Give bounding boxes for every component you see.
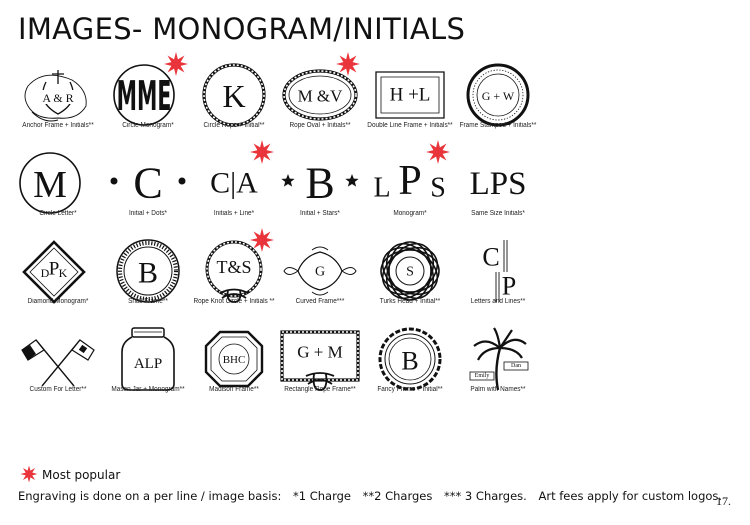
svg-text:T&S: T&S (216, 257, 252, 277)
item-caption: Turks Head + Initial** (379, 298, 441, 305)
item-caption: Curved Frame*** (295, 298, 345, 305)
item-caption: Rectangle Rope Frame** (284, 386, 356, 393)
svg-text:K: K (222, 78, 246, 114)
svg-text:G: G (314, 264, 326, 280)
circle-letter-icon (14, 150, 102, 216)
footer-note (18, 489, 730, 503)
item-caption: Initial + Dots* (128, 210, 168, 217)
legend-label: Most popular (42, 468, 121, 482)
frame-stamped-icon (454, 62, 542, 128)
item-caption: Letters and Lines** (470, 298, 526, 305)
item-caption: Mason Jar + Monogram** (111, 386, 185, 393)
madison-frame-icon (190, 326, 278, 392)
svg-text:L: L (373, 172, 391, 204)
most-popular-star-icon (162, 50, 190, 78)
svg-text:LPS: LPS (469, 166, 527, 202)
turks-head-icon (366, 238, 454, 304)
svg-text:B: B (305, 158, 335, 208)
svg-text:B: B (401, 346, 419, 376)
svg-text:P: P (501, 271, 517, 301)
fancy-frame-icon (366, 326, 454, 392)
svg-text:Dan: Dan (511, 363, 521, 369)
page-number: 17. (716, 494, 731, 508)
item-caption: Frame Stamped + Initials** (459, 122, 537, 129)
svg-text:H +L: H +L (389, 84, 431, 106)
anchor-frame-icon (14, 62, 102, 128)
svg-text:P: P (398, 158, 422, 204)
footer-charge-1: *1 Charge (292, 489, 351, 503)
item-caption: Snail Frame** (128, 298, 168, 305)
item-caption: Circle Monogram* (122, 122, 174, 129)
palm-tree-icon (454, 326, 542, 392)
item-caption: Monogram* (393, 210, 427, 217)
item-caption: Same Size Initials* (471, 210, 525, 217)
footer-intro: Engraving is done on a per line / image basis: (18, 489, 282, 503)
svg-text:ALP: ALP (133, 356, 163, 372)
item-caption: Fancy Frame + Initial** (377, 386, 443, 393)
svg-text:MME: MME (116, 71, 172, 121)
svg-text:P: P (48, 258, 60, 280)
item-caption: Diamond Monogram* (27, 298, 89, 305)
svg-text:S: S (406, 264, 414, 280)
item-caption: Circle Letter* (39, 210, 77, 217)
svg-text:Emily: Emily (474, 373, 490, 379)
svg-text:M &V: M &V (297, 86, 343, 106)
svg-text:G + M: G + M (297, 342, 343, 362)
footer-charge-3: *** 3 Charges. (444, 489, 527, 503)
svg-text:K: K (58, 266, 68, 280)
svg-text:G + W: G + W (481, 89, 515, 103)
initial-dots-icon (104, 150, 192, 216)
mason-jar-icon (104, 326, 192, 392)
same-size-initials-icon (454, 150, 542, 216)
initial-stars-icon (276, 150, 364, 216)
item-caption: Initials + Line* (213, 210, 255, 217)
snail-frame-icon (104, 238, 192, 304)
svg-text:M: M (33, 164, 67, 206)
svg-text:A & R: A & R (42, 91, 74, 105)
diamond-monogram-icon (14, 238, 102, 304)
circle-rope-icon (190, 62, 278, 128)
item-caption: Custom For Letter** (29, 386, 87, 393)
svg-text:S: S (430, 172, 446, 204)
letters-lines-icon (454, 238, 542, 304)
footer-charge-2: **2 Charges (362, 489, 433, 503)
most-popular-star-icon (248, 138, 276, 166)
svg-text:C: C (482, 242, 500, 272)
item-caption: Rope Oval + Initials** (289, 122, 351, 129)
signal-flags-icon (14, 326, 102, 392)
item-caption: Anchor Frame + Initials** (22, 122, 94, 129)
svg-text:C: C (133, 158, 163, 208)
item-caption: Rope Knot Circle + Initials ** (193, 298, 275, 305)
item-caption: Initial + Stars* (300, 210, 340, 217)
item-caption: Madison Frame** (209, 386, 259, 393)
most-popular-star-icon (424, 138, 452, 166)
svg-text:BHC: BHC (222, 354, 246, 366)
item-caption: Circle Rope + Initial** (203, 122, 265, 129)
double-line-frame-icon (366, 62, 454, 128)
item-caption: Double Line Frame + Initials** (367, 122, 453, 129)
svg-text:C|A: C|A (210, 166, 258, 200)
most-popular-star-icon (248, 226, 276, 254)
most-popular-star-icon (334, 50, 362, 78)
item-caption: Palm with Names** (470, 386, 526, 393)
curved-frame-icon (276, 238, 364, 304)
svg-text:B: B (137, 256, 159, 290)
page-title: IMAGES- MONOGRAM/INITIALS (18, 12, 466, 46)
svg-text:D: D (40, 266, 50, 280)
rectangle-rope-frame-icon (276, 326, 364, 392)
footer-art-note: Art fees apply for custom logos. (538, 489, 723, 503)
most-popular-star-icon (20, 465, 38, 483)
